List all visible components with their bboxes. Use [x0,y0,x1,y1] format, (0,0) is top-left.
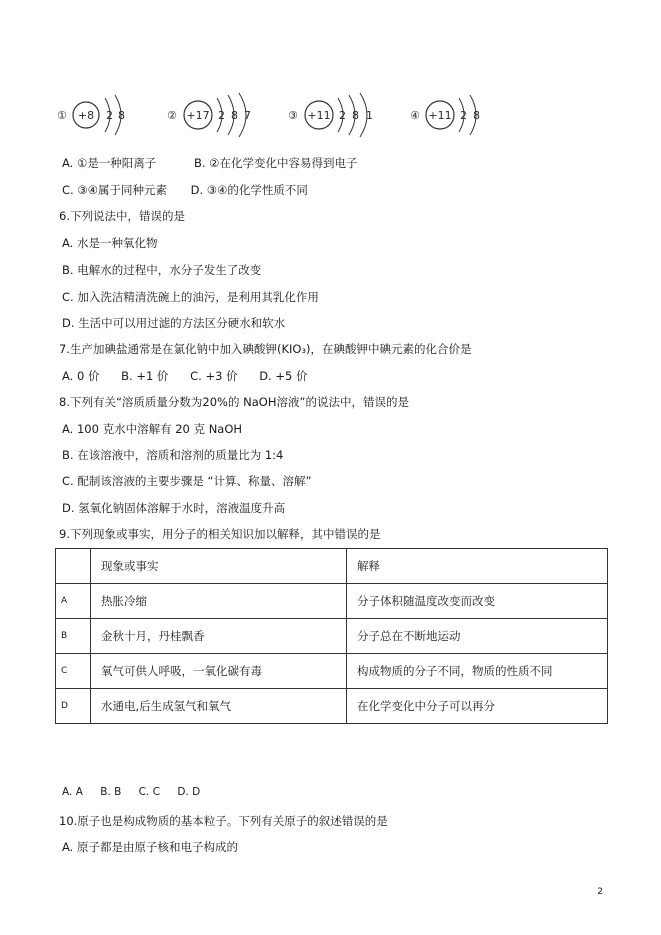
table-cell: 在化学变化中分子可以再分 [347,689,608,724]
option-label: C. [62,290,74,304]
q8-option-a[interactable] [62,421,242,437]
atom-diagrams-svg [55,92,615,138]
table-cell: 构成物质的分子不同，物质的性质不同 [347,654,608,689]
q5-option-d[interactable] [191,183,308,197]
atom-2-shell-2: 8 [231,109,238,122]
option-text: 生活中可以用过滤的方法区分硬水和软水 [78,316,286,330]
option-label: A. [62,369,74,383]
option-label: C. [62,183,74,197]
option-label: B. [121,369,133,383]
option-text: A [75,786,83,798]
q6-option-d[interactable] [62,315,285,331]
option-label: D. [62,316,75,330]
q8-option-d[interactable] [62,500,285,516]
table-cell: 水通电,后生成氢气和氧气 [91,689,347,724]
atom-4-shell-1: 2 [460,109,467,122]
q7-option-a[interactable] [62,369,103,383]
option-label: A. [62,422,74,436]
option-label: C. [190,369,202,383]
table-cell: D [56,689,91,724]
atom-1-shell-1: 2 [106,109,113,122]
atom-4-shell-2: 8 [473,109,480,122]
atom-3-number: ③ [288,109,298,122]
table-cell: 氧气可供人呼吸，一氧化碳有毒 [91,654,347,689]
q9-answers-row [62,786,200,798]
q10-option-a[interactable] [62,839,238,855]
q9-option-a[interactable] [62,786,86,798]
atom-3-shell-3: 1 [366,109,373,122]
option-text: +5 价 [275,369,308,383]
option-text: +1 价 [136,369,169,383]
table-row [56,689,608,724]
table-row [56,654,608,689]
option-label: D. [62,501,75,515]
q7-stem: 7.生产加碘盐通常是在氯化钠中加入碘酸钾(KIO₃)，在碘酸钾中碘元素的化合价是 [59,342,472,356]
q9-stem: 9.下列现象或事实，用分子的相关知识加以解释，其中错误的是 [59,527,381,541]
option-text: 0 价 [76,369,100,383]
table-cell: 金秋十月，丹桂飘香 [91,619,347,654]
atom-2-shell-3: 7 [244,109,251,122]
atom-1-nucleus-charge: +8 [77,109,95,122]
q9-option-c[interactable] [139,786,164,798]
option-label: A. [62,840,74,854]
page-number: 2 [597,887,603,897]
atom-3-shell-1: 2 [339,109,346,122]
option-label: D. [190,183,204,197]
option-text: +3 价 [205,369,238,383]
table-header-cell: 现象或事实 [91,549,347,584]
option-text: ③④的化学性质不同 [206,183,308,197]
q9-option-b[interactable] [100,786,124,798]
table-cell: A [56,584,91,619]
table-row [56,619,608,654]
q8-option-b[interactable] [62,447,283,463]
q5-option-a[interactable] [62,156,160,170]
atom-2-shell-1: 2 [218,109,225,122]
q10-stem: 10.原子也是构成物质的基本粒子。下列有关原子的叙述错误的是 [59,814,388,828]
option-label: C. [138,786,150,798]
table-header-cell: 解释 [347,549,608,584]
option-label: B. [62,263,74,277]
option-text: 配制该溶液的主要步骤是 “计算、称量、溶解” [77,474,312,488]
atom-1-shell-2: 8 [118,109,125,122]
option-text: 电解水的过程中，水分子发生了改变 [77,263,262,277]
q5-option-c[interactable] [62,183,171,197]
option-text: 加入洗洁精清洗碗上的油污，是利用其乳化作用 [77,290,319,304]
option-label: A. [62,236,74,250]
q6-option-a[interactable] [62,235,157,251]
atom-diagram-1 [57,95,125,135]
q7-option-b[interactable] [121,369,172,383]
option-text: ①是一种阳离子 [76,156,157,170]
option-label: B. [100,786,111,798]
q6-option-b[interactable] [62,262,261,278]
table-header-cell [56,549,91,584]
option-text: 氢氧化钠固体溶解于水时，溶液温度升高 [78,501,286,515]
option-text: B [114,786,122,798]
table-cell: C [56,654,91,689]
table-cell: 分子总在不断地运动 [347,619,608,654]
q7-option-d[interactable] [259,369,307,383]
option-label: A. [62,156,74,170]
option-label: B. [193,156,206,170]
option-text: ②在化学变化中容易得到电子 [209,156,358,170]
q9-option-d[interactable] [177,786,200,798]
option-text: 100 克水中溶解有 20 克 NaOH [76,422,243,436]
q5-option-b[interactable] [194,156,358,170]
atom-structure-diagrams [55,92,615,138]
atom-diagram-3 [288,93,373,137]
option-text: 原子都是由原子核和电子构成的 [76,840,238,854]
atom-diagram-4 [410,95,480,135]
atom-2-nucleus-charge: +17 [186,109,210,122]
option-label: D. [177,786,189,798]
atom-3-nucleus-charge: +11 [307,109,331,122]
q5-options-row-1 [62,155,357,171]
atom-diagram-2 [167,93,251,137]
q7-options-row [62,368,307,384]
option-label: C. [62,474,74,488]
atom-3-shell-2: 8 [352,109,359,122]
option-text: 水是一种氧化物 [76,236,158,250]
option-label: D. [259,369,272,383]
option-text: 在该溶液中，溶质和溶剂的质量比为 1:4 [77,448,284,462]
atom-4-number: ④ [410,109,420,122]
option-text: D [192,786,201,798]
q5-options-row-2 [62,182,308,198]
q9-table [55,548,608,724]
atom-2-number: ② [167,109,177,122]
q6-stem: 6.下列说法中，错误的是 [59,209,185,223]
table-row [56,584,608,619]
atom-1-number: ① [57,109,67,122]
q7-option-c[interactable] [190,369,241,383]
q6-option-c[interactable] [62,289,319,305]
table-cell: B [56,619,91,654]
option-text: ③④属于同种元素 [77,183,167,197]
q8-stem: 8.下列有关“溶质质量分数为20%的 NaOH溶液”的说法中，错误的是 [59,395,409,409]
option-label: B. [62,448,74,462]
table-header-row [56,549,608,584]
atom-4-nucleus-charge: +11 [428,109,452,122]
table-cell: 热胀冷缩 [91,584,347,619]
option-label: A. [62,786,73,798]
q8-option-c[interactable] [62,473,311,489]
option-text: C [152,786,161,798]
table-cell: 分子体积随温度改变而改变 [347,584,608,619]
